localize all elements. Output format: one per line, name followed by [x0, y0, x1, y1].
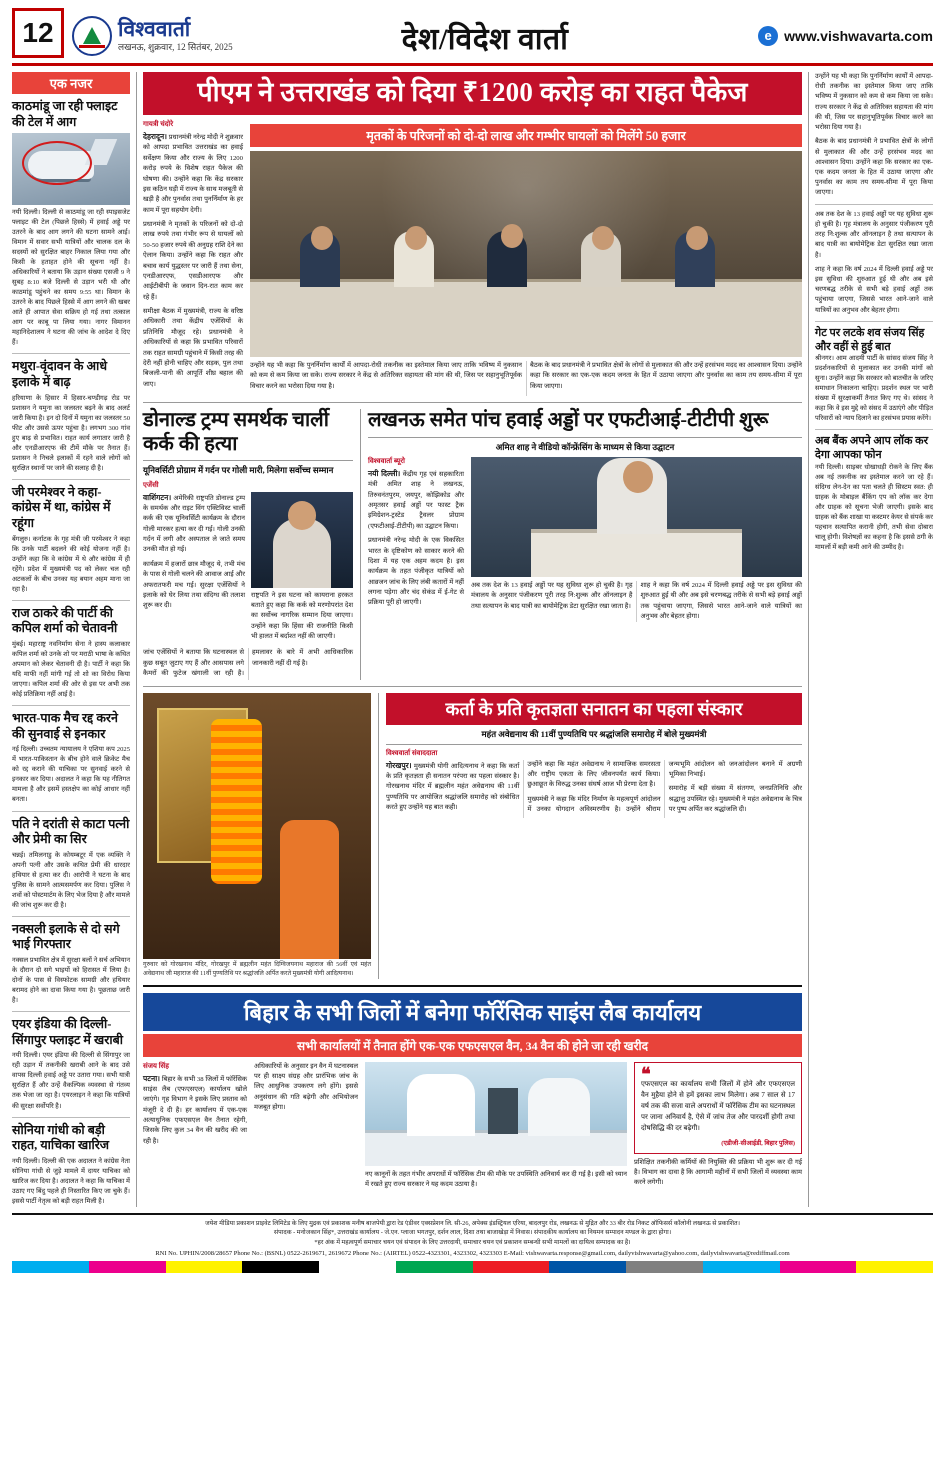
paper-name: विश्ववार्ता — [118, 17, 191, 41]
color-swatch — [166, 1261, 243, 1273]
color-swatch — [856, 1261, 933, 1273]
lead-jump-text — [815, 72, 933, 199]
logo-icon — [72, 16, 112, 56]
right-brief-headline: अब बैंक अपने आप लॉक कर देगा आपका फोन — [815, 435, 929, 462]
list-item[interactable] — [12, 99, 130, 348]
color-swatch — [319, 1261, 396, 1273]
page-footer — [12, 1213, 933, 1273]
brief-headline: मथुरा-वृंदावन के आधे इलाके में बाढ़ — [12, 359, 108, 390]
bihar-headline: बिहार के सभी जिलों में बनेगा फॉरेंसिक साइंस लैब कार्यालय — [143, 993, 802, 1031]
ek-nazar-column — [12, 72, 130, 1207]
brief-headline: जी परमेश्वर ने कहा- कांग्रेस में था, कांग्रेस में रहूंगा — [12, 484, 111, 531]
right-brief-body: नयी दिल्ली। साइबर धोखाधड़ी रोकने के लिए बैंक अब नई तकनीक का इस्तेमाल करने जा रहे हैं। संदिग्ध लेन-देन का पता चलते ही सिस्टम स्वत: ही ग्राहक के मोबाइल बैंकिंग एप को लॉक कर देगा और ग्राहक को सूचना भेजी जाएगी। इसके बाद ग्राहक को बैंक शाखा या कस्टमर केयर से संपर्क कर पहचान सत्यापित करानी होगी, तभी सेवा दोबारा चालू होगी। विशेषज्ञों का कहना है कि इससे ठगी के मामलों में बड़ी कमी आने की उम्मीद है। — [815, 463, 933, 552]
kirk-photo — [251, 492, 353, 588]
bihar-story[interactable] — [143, 993, 802, 1195]
temple-photo-block — [143, 693, 371, 979]
kirk-para-1: अमेरिकी राष्ट्रपति डोनाल्ड ट्रम्प के समर्थक और राइट विंग एक्टिविस्ट चार्ली कर्क की एक यूनिवर्सिटी कार्यक्रम के दौरान गोली मारकर हत्या कर दी गई। गोली उनकी गर्दन में लगी और अस्पताल ले जाते समय उनकी मौत हो गई। — [143, 494, 245, 554]
color-swatch — [396, 1261, 473, 1273]
bihar-photo — [365, 1062, 627, 1166]
brief-body: मुंबई। महाराष्ट्र नवनिर्माण सेना ने हास्य कलाकार कपिल शर्मा को उनके शो पर मराठी भाषा के कथित अपमान को लेकर चेतावनी दी है। पार्टी ने कहा कि यदि माफी नहीं मांगी गई तो शो का विरोध किया जाएगा। कपिल शर्मा की ओर से इस पर अभी तक कोई प्रतिक्रिया नहीं आई है। — [12, 641, 130, 699]
page-number: 12 — [12, 8, 64, 58]
paper-logo — [72, 8, 287, 63]
ftti-jump-para-2: शाह ने कहा कि वर्ष 2024 में दिल्ली हवाई अड्डे पर इस सुविधा की शुरुआत हुई थी और अब इसे चरणबद्ध तरीके से सभी बड़े हवाई अड्डों तक पहुंचाया जाएगा, जिससे भारत आने-जाने वाले यात्रियों का अनुभव और बेहतर होगा। — [815, 265, 933, 314]
right-brief-body: श्रीनगर। आम आदमी पार्टी के सांसद संजय सिंह ने प्रदर्शनकारियों से मुलाकात कर उनकी मांगों को सुना। उन्होंने कहा कि सरकार को बातचीत के जरिए समाधान निकालना चाहिए। प्रदर्शन स्थल पर भारी संख्या में सुरक्षाकर्मी तैनात किए गए थे। सांसद ने कहा कि वे इस मुद्दे को संसद में उठाएंगे और पीड़ित परिवारों को न्याय दिलाने का हरसंभव प्रयास करेंगे। — [815, 355, 933, 423]
right-column — [815, 72, 933, 1207]
sanatan-byline: विश्ववार्ता संवाददाता — [386, 748, 438, 757]
lead-para-2: प्रधानमंत्री ने मृतकों के परिजनों को दो-दो लाख रुपये तथा गंभीर रूप से घायलों को 50-50 हजार रुपये की अनुग्रह राशि देने का ऐलान किया। उन्होंने कहा कि राहत और बचाव कार्य युद्धस्तर पर जारी हैं तथा सेना, एनडीआरएफ, एसडीआरएफ और आईटीबीपी के जवान दिन-रात काम कर रहे हैं। — [143, 221, 243, 301]
ftti-subhead: अमित शाह ने वीडियो कॉन्फ्रेंसिंग के माध्यम से किया उद्घाटन — [495, 441, 675, 452]
globe-icon: e — [758, 26, 778, 46]
bihar-para-4: प्रशिक्षित तकनीकी कर्मियों की नियुक्ति की प्रक्रिया भी शुरू कर दी गई है। विभाग का दावा है कि आगामी महीनों में सभी जिलों में व्यवस्था काम करने लगेगी। — [634, 1158, 802, 1187]
ftti-para-4: शाह ने कहा कि वर्ष 2024 में दिल्ली हवाई अड्डे पर इस सुविधा की शुरुआत हुई थी और अब इसे चरणबद्ध तरीके से सभी बड़े हवाई अड्डों तक पहुंचाया जाएगा, जिससे भारत आने-जाने वाले यात्रियों का अनुभव और बेहतर होगा। — [640, 581, 802, 621]
lead-photo — [250, 151, 802, 357]
list-item[interactable] — [12, 1123, 130, 1207]
lead-para-4: उन्होंने यह भी कहा कि पुनर्निर्माण कार्यों में आपदा-रोधी तकनीक का इस्तेमाल किया जाए ताकि भविष्य में नुकसान को कम से कम किया जा सके। राज्य सरकार ने केंद्र से अतिरिक्त सहायता की मांग की थी, जिस पर सहानुभूतिपूर्वक विचार करने का भरोसा दिया गया है। — [250, 362, 522, 390]
bihar-subhead: सभी कार्यालयों में तैनात होंगे एक-एक एफएसएल वैन, 34 वैन की होने जा रही खरीद — [143, 1034, 802, 1057]
color-swatch — [703, 1261, 780, 1273]
ftti-jump-text — [815, 210, 933, 316]
ftti-para-3: अब तक देश के 13 हवाई अड्डों पर यह सुविधा शुरू हो चुकी है। गृह मंत्रालय के अनुसार पंजीकरण पूरी तरह नि:शुल्क और ऑनलाइन है तथा सत्यापन के बाद यात्री का बायोमेट्रिक डेटा सुरक्षित रखा जाता है। — [471, 581, 633, 610]
lead-headline: पीएम ने उत्तराखंड को दिया ₹1200 करोड़ का राहत पैकेज — [143, 72, 802, 115]
kirk-subhead: यूनिवर्सिटी प्रोग्राम में गर्दन पर गोली मारी, मिलेगा सर्वोच्च सम्मान — [143, 465, 334, 476]
color-swatch — [473, 1261, 550, 1273]
temple-photo — [143, 693, 371, 959]
ftti-jump-para: अब तक देश के 13 हवाई अड्डों पर यह सुविधा शुरू हो चुकी है। गृह मंत्रालय के अनुसार पंजीकरण पूरी तरह नि:शुल्क और ऑनलाइन है तथा सत्यापन के बाद यात्री का बायोमेट्रिक डेटा सुरक्षित रखा जाता है। — [815, 210, 933, 259]
ftti-para-2: प्रधानमंत्री नरेन्द्र मोदी के एक विकसित भारत के दृष्टिकोण को साकार करने की दिशा में यह एक अहम कदम है। इस कार्यक्रम के तहत पंजीकृत यात्रियों को आव्रजन जांच के लिए लंबी कतारों में नहीं लगना पड़ेगा और चंद सेकंड में ई-गेट से प्रक्रिया पूरी हो जाएगी। — [368, 537, 464, 607]
lead-jump-para-2: बैठक के बाद प्रधानमंत्री ने प्रभावित क्षेत्रों के लोगों से मुलाकात की और उन्हें हरसंभव मदद का आश्वासन दिया। उन्होंने कहा कि सरकार का एक-एक कदम जनता के हित में उठाया जाएगा और पुनर्वास का काम तय समय-सीमा में पूरा किया जाएगा। — [815, 138, 933, 197]
bihar-quote: एफएसएल का कार्यालय सभी जिलों में होने और एफएसएल वैन मुहैया होने से हमें इसका लाभ मिलेगा। अब 7 साल से 17 वर्ष तक की सजा वाले अपराधों में फॉरेंसिक टीम का घटनास्थल पर जाना अनिवार्य है, ऐसे में जांच तेज और पारदर्शी होगी तथा दोषसिद्धि की दर बढ़ेगी। — [641, 1080, 795, 1132]
list-item[interactable] — [12, 606, 130, 700]
ftti-story[interactable] — [360, 409, 802, 679]
sanatan-para-3: मुख्यमंत्री ने कहा कि मंदिर निर्माण के महत्वपूर्ण आंदोलन में उनका योगदान अविस्मरणीय है। उन्होंने श्रीराम जन्मभूमि आंदोलन को जनआंदोलन बनाने में अग्रणी भूमिका निभाई। — [527, 760, 802, 814]
list-item[interactable] — [815, 327, 933, 425]
dateline: देहरादून। — [143, 132, 167, 142]
ftti-dateline: नयी दिल्ली। — [368, 468, 401, 478]
list-item[interactable] — [12, 711, 130, 805]
brief-headline: एयर इंडिया की दिल्ली-सिंगापुर फ्लाइट में खराबी — [12, 1017, 123, 1047]
kirk-agency: एजेंसी — [143, 480, 159, 489]
color-swatch — [242, 1261, 319, 1273]
brief-body: नयी दिल्ली। एयर इंडिया की दिल्ली से सिंगापुर जा रही उड़ान में तकनीकी खराबी आने के बाद उसे वापस दिल्ली हवाई अड्डे पर उतारा गया। सभी यात्री सुरक्षित हैं और उन्हें वैकल्पिक व्यवस्था से गंतव्य तक भेजा जा रहा है। एयरलाइन ने कहा कि यात्रियों की सुरक्षा सर्वोपरि है। — [12, 1052, 130, 1110]
color-swatch — [12, 1261, 89, 1273]
sanatan-dateline: गोरखपुर। — [386, 760, 412, 770]
sanatan-subhead: महंत अवेद्यनाथ की 11वीं पुण्यतिथि पर श्रद्धांजलि समारोह में बोले मुख्यमंत्री — [481, 728, 707, 739]
color-registration-bar — [12, 1261, 933, 1273]
brief-body: हरियाणा के हिसार में हिसार-चण्डीगढ़ रोड पर प्रशासन ने यमुना का जलस्तर बढ़ने के बाद अलर्ट जारी किया है। इन दो दिनों में यमुना का जलस्तर 50 फीट और उससे ऊपर पहुंचा है। लगभग 300 गांव हुए बाढ़ से प्रभावित। राहत कार्य लगातार जारी है और एनडीआरएफ की टीमें मौके पर तैनात हैं। प्रशासन ने निचले इलाकों में रहने वाले लोगों को सुरक्षित स्थानों पर जाने की सलाह दी है। — [12, 394, 130, 472]
color-swatch — [780, 1261, 857, 1273]
list-item[interactable] — [12, 817, 130, 911]
brief-body: नयी दिल्ली। दिल्ली से काठमांडू जा रही स्पाइसजेट फ्लाइट की टेल (पिछले हिस्से) में हवाई अड्डे पर उतरने के बाद आग लगने की घटना सामने आई। विमान में सवार सभी यात्रियों और चालक दल के सदस्यों को सुरक्षित बाहर निकाल लिया गया और किसी के हताहत होने की सूचना नहीं है। अधिकारियों ने बताया कि उड़ान संख्या एसजी 9 ने सुबह 8:10 बजे दिल्ली से उड़ान भरी थी और काठमांडू पहुंचने का समय 9:55 था। विमान के उतरने के बाद पिछले हिस्से में आग लगने की खबर आते ही आपात सेवा सक्रिय हो गई तथा तत्काल आग पर काबू पा लिया गया। नागर विमानन महानिदेशालय ने घटना की जांच के आदेश दे दिए हैं। — [12, 209, 130, 347]
kirk-dateline: वाशिंगटन। — [143, 492, 172, 502]
bihar-para-3: नए कानूनों के तहत गंभीर अपराधों में फॉरेंसिक टीम की मौके पर उपस्थिति अनिवार्य कर दी गई है। इसी को ध्यान में रखते हुए राज्य सरकार ने यह कदम उठाया है। — [365, 1170, 627, 1188]
brief-body: नई दिल्ली। उच्चतम न्यायालय ने एशिया कप 2025 में भारत-पाकिस्तान के बीच होने वाले क्रिकेट मैच को रद्द कराने की याचिका पर सुनवाई करने से इनकार कर दिया। अदालत ने कहा कि यह नीतिगत मामला है और इसमें हस्तक्षेप का कोई आधार नहीं बनता। — [12, 746, 130, 804]
main-column — [136, 72, 809, 1207]
brief-body: बेंगलुरु। कर्नाटक के गृह मंत्री जी परमेश्वर ने कहा कि उनके पार्टी बदलने की कोई योजना नहीं है। उन्होंने कहा कि वे कांग्रेस में थे और कांग्रेस में ही रहेंगे। प्रदेश में मुख्यमंत्री पद को लेकर चल रही अटकलों के बीच उनका यह बयान अहम माना जा रहा है। — [12, 535, 130, 593]
bihar-byline: संजय सिंह — [143, 1061, 169, 1070]
kirk-para-3: राष्ट्रपति ने इस घटना को कायराना हरकत बताते हुए कहा कि कर्क को मरणोपरांत देश का सर्वोच्च नागरिक सम्मान दिया जाएगा। उन्होंने कहा कि हिंसा की राजनीति किसी भी हालत में बर्दाश्त नहीं की जाएगी। — [251, 591, 353, 641]
temple-photo-caption: गुरुवार को गोरखनाथ मंदिर, गोरखपुर में ब्रह्मलीन महंत दिग्विजयनाथ महाराज की 56वीं एवं महंत अवेद्यनाथ जी महाराज की 11वीं पुण्यतिथि पर श्रद्धांजलि अर्पित करते मुख्यमंत्री योगी आदित्यनाथ। — [143, 960, 371, 977]
ftti-para-1: केंद्रीय गृह एवं सहकारिता मंत्री अमित शाह ने लखनऊ, तिरुवनंतपुरम, जयपुर, कोझिकोड और अमृतसर हवाई अड्डों पर फास्ट ट्रैक इमिग्रेशन-ट्रस्टेड ट्रैवलर प्रोग्राम (एफटीआई-टीटीपी) का उद्घाटन किया। — [368, 470, 465, 530]
bihar-dateline: पटना। — [143, 1073, 160, 1083]
website-url: www.vishwavarta.com — [784, 27, 933, 44]
lead-subhead: मृतकों के परिजनों को दो-दो लाख और गम्भीर घायलों को मिलेंगे 50 हजार — [250, 124, 802, 147]
sanatan-row — [143, 693, 802, 979]
imprint-line-3: *हर अंक में महत्वपूर्ण समाचार चयन एवं संपादन के लिए उत्तरदायी, समाचार चयन एवं प्रकाशन सम्बन्धी सभी मामलों का दायित्व सम्पादक का है। — [314, 1238, 631, 1246]
bihar-para-1: बिहार के सभी 38 जिलों में फॉरेंसिक साइंस लैब (एफएसएल) कार्यालय खोले जाएंगे। गृह विभाग ने इसके लिए प्रस्ताव को मंजूरी दे दी है। हर कार्यालय में एक-एक अत्याधुनिक एफएसएल वैन तैनात रहेगी, जिसके लिए कुल 34 वैन की खरीद की जा रही है। — [143, 1075, 247, 1145]
quote-icon: ❝ — [641, 1063, 651, 1084]
lead-story[interactable] — [143, 72, 802, 396]
second-row — [143, 409, 802, 679]
ek-nazar-header: एक नजर — [12, 72, 130, 94]
color-swatch — [549, 1261, 626, 1273]
rni-line: RNI No. UPHIN/2008/28657 Phone No.: (BSNL) 0522-2619671, 2619672 Phone No.: (AIRTEL) 0522-4323301, 4323302, 4323303 E-Mail: vishwavarta.response@gmail.com, dailyvishwavarta@yahoo.com, dailyvishwavarta@rediffmail.com — [155, 1250, 790, 1258]
list-item[interactable] — [12, 359, 130, 473]
list-item[interactable] — [12, 485, 130, 595]
masthead — [12, 8, 933, 66]
imprint-line-1: जयेश मीडिया प्रकाशन प्राइवेट लिमिटेड के लिए मुद्रक एवं प्रकाशक मनीष बाजपेयी द्वारा रेड एंडीवर एक्सप्रेशन लि. सी-26, अपेक्स इंडस्ट्रियल एरिया, बादलपुर रोड, लखनऊ से मुद्रित और 33 बीर रोड निकट ऑफिसर्स कॉलोनी लखनऊ से प्रकाशित। — [204, 1219, 741, 1227]
brief-headline: राज ठाकरे की पार्टी की कपिल शर्मा को चेतावनी — [12, 605, 118, 636]
sanatan-para-1: मुख्यमंत्री योगी आदित्यनाथ ने कहा कि कर्ता के प्रति कृतज्ञता ही सनातन परंपरा का पहला संस्कार है। गोरखनाथ मंदिर में ब्रह्मलीन महंत अवेद्यनाथ की 11वीं पुण्यतिथि पर आयोजित श्रद्धांजलि समारोह को संबोधित करते हुए उन्होंने यह बात कही। — [386, 762, 520, 812]
edition-line: लखनऊ, शुक्रवार, 12 सितंबर, 2025 — [118, 42, 233, 52]
sanatan-story[interactable] — [378, 693, 802, 979]
brief-headline: भारत-पाक मैच रद्द करने की सुनवाई से इनकार — [12, 711, 118, 741]
website-link[interactable] — [683, 8, 933, 63]
bihar-quote-box — [634, 1062, 802, 1154]
lead-para-1: प्रधानमंत्री नरेन्द्र मोदी ने शुक्रवार को आपदा प्रभावित उत्तराखंड का हवाई सर्वेक्षण किया और राज्य के लिए 1200 करोड़ रुपये के विशेष राहत पैकेज की घोषणा की। उन्होंने कहा कि केंद्र सरकार इस कठिन घड़ी में राज्य के साथ मजबूती से खड़ी है और पुनर्वास तथा पुनर्निर्माण के हर काम में पूरा सहयोग देगी। — [143, 134, 243, 214]
bihar-para-2: अधिकारियों के अनुसार इन वैन में घटनास्थल पर ही साक्ष्य संग्रह और प्रारंभिक जांच के लिए आधुनिक उपकरण लगे होंगे। इससे अनुसंधान की गति बढ़ेगी और अभियोजन मजबूत होगा। — [254, 1062, 358, 1111]
brief-headline: नक्सली इलाके से दो सगे भाई गिरफ्तार — [12, 921, 120, 952]
sanatan-headline: कर्ता के प्रति कृतज्ञता सनातन का पहला संस्कार — [386, 693, 802, 725]
kirk-headline: डोनाल्ड ट्रम्प समर्थक चार्ली कर्क की हत्या — [143, 409, 329, 455]
color-swatch — [626, 1261, 703, 1273]
lead-para-5: बैठक के बाद प्रधानमंत्री ने प्रभावित क्षेत्रों के लोगों से मुलाकात की और उन्हें हरसंभव मदद का आश्वासन दिया। उन्होंने कहा कि सरकार का एक-एक कदम जनता के हित में उठाया जाएगा और पुनर्वास का काम तय समय-सीमा में पूरा किया जाएगा। — [530, 362, 802, 390]
color-swatch — [89, 1261, 166, 1273]
plane-photo — [12, 133, 130, 205]
section-title: देश/विदेश वार्ता — [401, 23, 569, 56]
list-item[interactable] — [815, 435, 933, 553]
ftti-headline: लखनऊ समेत पांच हवाई अड्डों पर एफटीआई-टीटीपी शुरू — [368, 409, 769, 432]
brief-headline: काठमांडू जा रही फ्लाइट की टेल में आग — [12, 99, 118, 129]
brief-body: चन्नई। तमिलनाडु के कोयम्बटूर में एक व्यक्ति ने अपनी पत्नी और उसके कथित प्रेमी की धारदार हथियार से हत्या कर दी। आरोपी ने घटना के बाद पुलिस के सामने आत्मसमर्पण कर दिया। पुलिस ने शवों को पोस्टमार्टम के लिए भेज दिया है और मामले की जांच शुरू कर दी है। — [12, 851, 130, 909]
brief-body: नक्सल प्रभावित क्षेत्र में सुरक्षा बलों ने सर्च अभियान के दौरान दो सगे भाइयों को हिरासत में लिया है। दोनों के पास से विस्फोटक सामग्री और हथियार बरामद होने का दावा किया गया है। पूछताछ जारी है। — [12, 957, 130, 1005]
ftti-byline: विश्ववार्ता ब्यूरो — [368, 456, 405, 465]
list-item[interactable] — [12, 922, 130, 1006]
kirk-story[interactable] — [143, 409, 353, 679]
lead-jump-para: उन्होंने यह भी कहा कि पुनर्निर्माण कार्यों में आपदा-रोधी तकनीक का इस्तेमाल किया जाए ताकि भविष्य में नुकसान को कम से कम किया जा सके। राज्य सरकार ने केंद्र से अतिरिक्त सहायता की मांग की थी, जिस पर सहानुभूतिपूर्वक विचार करने का भरोसा दिया गया है। — [815, 73, 933, 132]
byline: गायत्री चंदोरे — [143, 120, 174, 129]
right-brief-headline: गेट पर लटके शव संजय सिंह और वहीं से हुई बात — [815, 326, 925, 353]
brief-body: नयी दिल्ली। दिल्ली की एक अदालत ने कांग्रेस नेता सोनिया गांधी से जुड़े मामले में दायर याचिका को खारिज कर दिया है। अदालत ने कहा कि याचिका में उठाए गए बिंदु पहले ही निस्तारित किए जा चुके हैं। इससे पार्टी नेतृत्व को बड़ी राहत मिली है। — [12, 1157, 130, 1205]
brief-headline: पति ने दरांती से काटा पत्नी और प्रेमी का सिर — [12, 816, 130, 847]
kirk-para-4: जांच एजेंसियों ने बताया कि घटनास्थल से कुछ सबूत जुटाए गए हैं और आसपास लगे कैमरों की फुटेज खंगाली जा रही है। हमलावर के बारे में अभी आधिकारिक जानकारी नहीं दी गई है। — [143, 649, 353, 678]
brief-headline: सोनिया गांधी को बड़ी राहत, याचिका खारिज — [12, 1122, 110, 1153]
imprint-line-2: संपादक - मनोजकान सिंह*, उत्तराखंड कार्यालय - जे.एन. प्लाजा भगतपुर, दर्शन लाल, दिशा तथा बाजाखेड़ा में निवास। संपादकीय कार्यालय का नियमन सम्पादन मण्डल के द्वारा होगा। — [273, 1229, 672, 1237]
bihar-quote-attribution: (एडीजी-सीआईडी, बिहार पुलिस) — [721, 1139, 795, 1147]
kirk-para-2: कार्यक्रम में हजारों छात्र मौजूद थे, तभी मंच के पास से गोली चलने की आवाज आई और अफरातफरी मच गई। सुरक्षा एजेंसियों ने इलाके को घेर लिया तथा संदिग्ध की तलाश शुरू कर दी। — [143, 560, 245, 610]
ftti-photo — [471, 457, 802, 577]
sanatan-para-2: उन्होंने कहा कि महंत अवेद्यनाथ ने सामाजिक समरसता और राष्ट्रीय एकता के लिए जीवनपर्यंत कार्य किया। छुआछूत के विरुद्ध उनका संघर्ष आज भी प्रेरणा देता है। — [527, 760, 661, 789]
lead-para-3: समीक्षा बैठक में मुख्यमंत्री, राज्य के वरिष्ठ अधिकारी तथा केंद्रीय एजेंसियों के प्रतिनिधि मौजूद रहे। प्रधानमंत्री ने अधिकारियों से कहा कि प्रभावित परिवारों तक राहत सामग्री पहुंचाने में किसी तरह की देरी नहीं होनी चाहिए और सड़क, पुल तथा बिजली-पानी की आपूर्ति शीघ्र बहाल की जाए। — [143, 308, 243, 388]
sanatan-para-4: समारोह में बड़ी संख्या में संतगण, जनप्रतिनिधि और श्रद्धालु उपस्थित रहे। मुख्यमंत्री ने महंत अवेद्यनाथ के चित्र पर पुष्प अर्पित कर श्रद्धांजलि दी। — [668, 785, 802, 814]
list-item[interactable] — [12, 1017, 130, 1111]
